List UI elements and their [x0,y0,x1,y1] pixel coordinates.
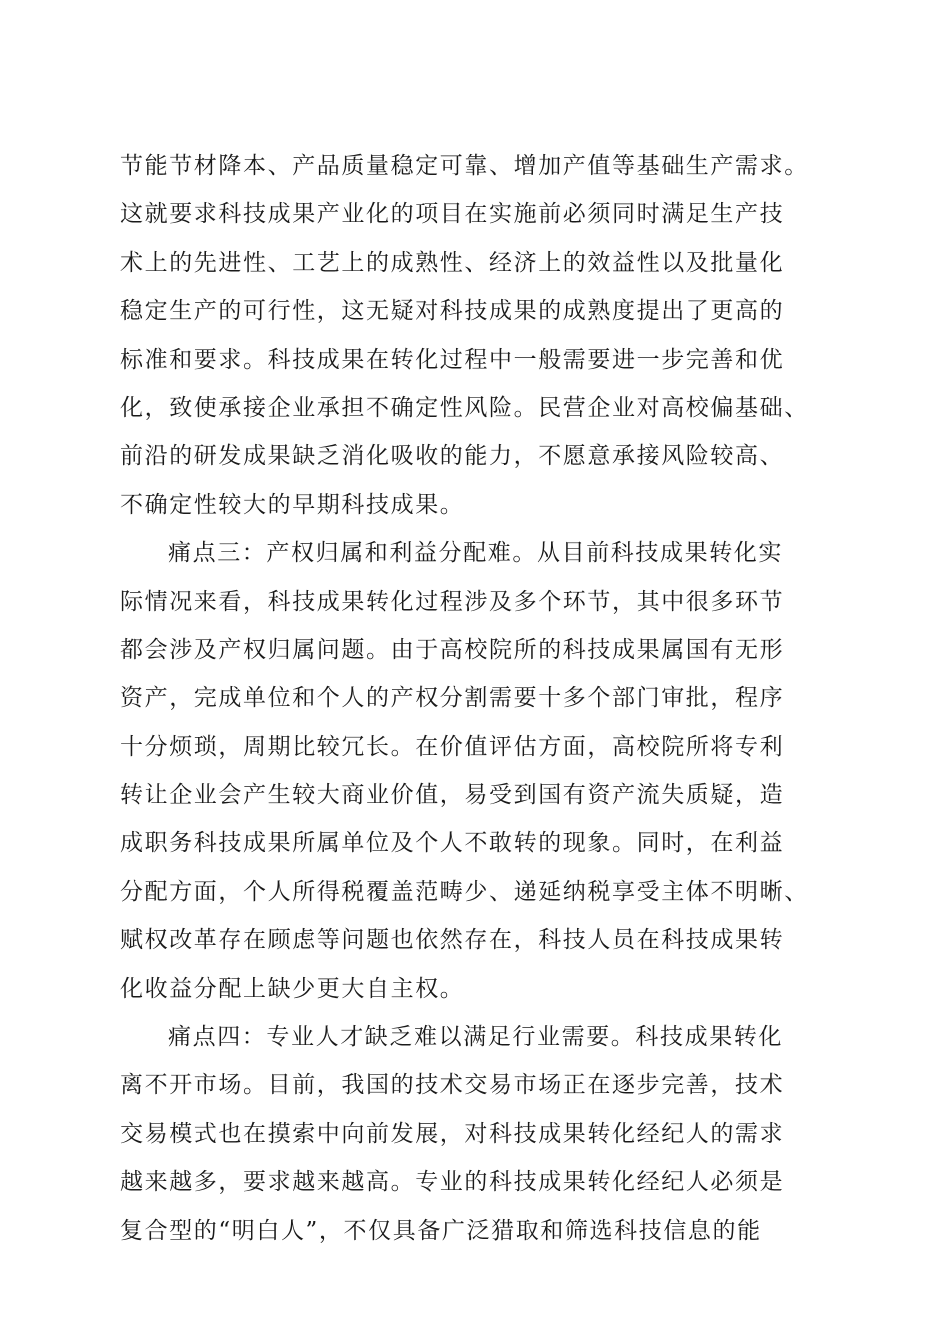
text-line: 越来越多，要求越来越高。专业的科技成果转化经纪人必须是 [120,1169,785,1196]
text-line: 这就要求科技成果产业化的项目在实施前必须同时满足生产技 [120,201,785,228]
text-line: 复合型的“明白人”，不仅具备广泛猎取和筛选科技信息的能 [120,1217,762,1244]
text-line: 化，致使承接企业承担不确定性风险。民营企业对高校偏基础、 [120,394,809,421]
text-line: 十分烦琐，周期比较冗长。在价值评估方面，高校院所将专利 [120,733,785,760]
text-line: 化收益分配上缺少更大自主权。 [120,975,465,1002]
text-line: 交易模式也在摸索中向前发展，对科技成果转化经纪人的需求 [120,1120,785,1147]
text-line: 分配方面，个人所得税覆盖范畴少、递延纳税享受主体不明晰、 [120,878,809,905]
text-line: 转让企业会产生较大商业价值，易受到国有资产流失质疑，造 [120,782,785,809]
paragraph-start-pain-point-three: 痛点三：产权归属和利益分配难。从目前科技成果转化实 [168,540,783,567]
text-line: 离不开市场。目前，我国的技术交易市场正在逐步完善，技术 [120,1072,785,1099]
text-line: 资产，完成单位和个人的产权分割需要十多个部门审批，程序 [120,685,785,712]
text-line: 稳定生产的可行性，这无疑对科技成果的成熟度提出了更高的 [120,298,785,325]
text-line: 节能节材降本、产品质量稳定可靠、增加产值等基础生产需求。 [120,153,809,179]
text-line: 际情况来看，科技成果转化过程涉及多个环节，其中很多环节 [120,588,785,615]
text-line: 前沿的研发成果缺乏消化吸收的能力，不愿意承接风险较高、 [120,443,785,470]
body-text [120,142,860,1255]
paragraph-start-pain-point-four: 痛点四：专业人才缺乏难以满足行业需要。科技成果转化 [168,1024,783,1051]
text-line: 术上的先进性、工艺上的成熟性、经济上的效益性以及批量化 [120,249,785,276]
text-line: 成职务科技成果所属单位及个人不敢转的现象。同时，在利益 [120,830,785,857]
text-line: 都会涉及产权归属问题。由于高校院所的科技成果属国有无形 [120,636,785,663]
text-line: 赋权改革存在顾虑等问题也依然存在，科技人员在科技成果转 [120,927,785,954]
text-line: 不确定性较大的早期科技成果。 [120,491,465,518]
text-line: 标准和要求。科技成果在转化过程中一般需要进一步完善和优 [120,346,785,373]
